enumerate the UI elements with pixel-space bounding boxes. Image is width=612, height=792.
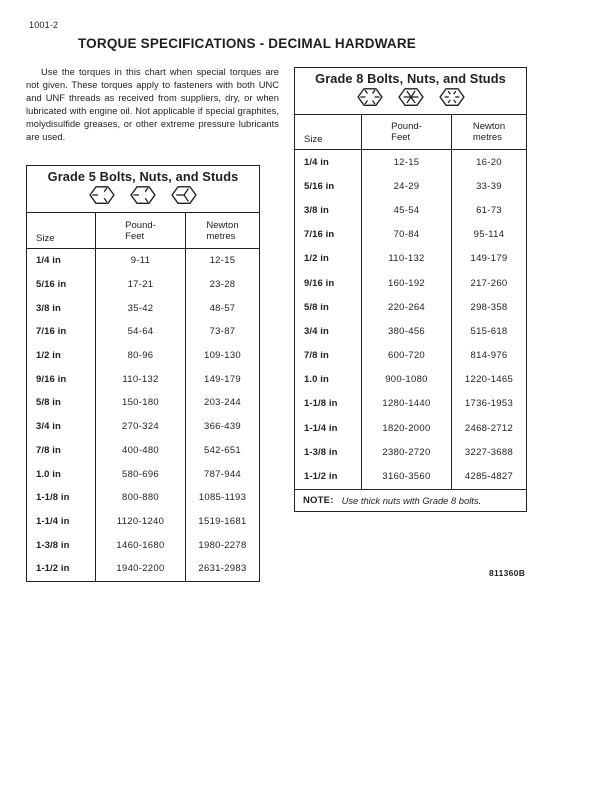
table-row [295, 223, 526, 247]
size-cell: 5/16 in [27, 273, 96, 297]
newton-metres-cell: 1736-1953 [464, 398, 514, 410]
hex-head-y-mark-icon [170, 184, 198, 206]
table-row [295, 174, 526, 198]
size-cell: 5/16 in [295, 174, 362, 198]
column-header-newton-metres: Newton metres [206, 219, 239, 242]
size-cell: 3/8 in [295, 198, 362, 222]
hex-head-6-dashes-icon [438, 86, 466, 108]
grade8-table-header [295, 68, 526, 115]
size-cell: 7/8 in [27, 439, 96, 463]
newton-metres-cell: 203-244 [204, 397, 241, 409]
grade8-table-title: Grade 8 Bolts, Nuts, and Studs [315, 71, 506, 86]
pound-feet-cell: 12-15 [362, 150, 452, 174]
hex-head-3-edge-marks-icon [129, 184, 157, 206]
table-row [295, 319, 526, 343]
size-cell: 1-3/8 in [27, 533, 96, 557]
newton-metres-cell: 73-87 [209, 326, 236, 338]
pound-feet-cell: 110-132 [96, 367, 186, 391]
grade8-torque-table [294, 67, 527, 512]
newton-metres-cell: 1220-1465 [464, 374, 514, 386]
pound-feet-cell: 270-324 [96, 415, 186, 439]
newton-metres-cell: 217-260 [470, 277, 508, 289]
size-cell: 1.0 in [27, 462, 96, 486]
grade8-column-headers [295, 115, 526, 150]
newton-metres-cell: 12-15 [209, 255, 236, 267]
table-row [295, 271, 526, 295]
pound-feet-cell: 1120-1240 [96, 510, 186, 534]
figure-reference: 811360B [489, 568, 526, 578]
table-row [295, 464, 526, 488]
pound-feet-cell: 600-720 [362, 344, 452, 368]
size-cell: 1-1/4 in [27, 510, 96, 534]
table-row [27, 367, 259, 391]
size-cell: 1/2 in [295, 247, 362, 271]
table-row [27, 533, 259, 557]
newton-metres-cell: 3227-3688 [464, 446, 514, 458]
table-row [27, 557, 259, 581]
newton-metres-cell: 149-179 [204, 373, 241, 385]
table-row [295, 416, 526, 440]
table-row [27, 510, 259, 534]
size-cell: 1/4 in [27, 249, 96, 273]
size-cell: 1-3/8 in [295, 440, 362, 464]
pound-feet-cell: 380-456 [362, 319, 452, 343]
newton-metres-cell: 1519-1681 [198, 515, 247, 527]
table-row [295, 392, 526, 416]
newton-metres-cell: 515-618 [470, 325, 508, 337]
newton-metres-cell: 4285-4827 [464, 471, 514, 483]
newton-metres-cell: 16-20 [476, 156, 502, 168]
table-row [295, 150, 526, 174]
pound-feet-cell: 1280-1440 [362, 392, 452, 416]
page-number: 1001-2 [29, 20, 59, 30]
table-row [27, 462, 259, 486]
table-row [27, 344, 259, 368]
newton-metres-cell: 95-114 [473, 229, 505, 241]
newton-metres-cell: 814-976 [470, 350, 508, 362]
size-cell: 1-1/8 in [27, 486, 96, 510]
size-cell: 3/4 in [27, 415, 96, 439]
table-row [27, 486, 259, 510]
size-cell: 1/4 in [295, 150, 362, 174]
pound-feet-cell: 70-84 [362, 223, 452, 247]
grade5-torque-table [26, 165, 260, 582]
size-cell: 1-1/2 in [295, 464, 362, 488]
pound-feet-cell: 2380-2720 [362, 440, 452, 464]
newton-metres-cell: 542-651 [204, 444, 241, 456]
newton-metres-cell: 149-179 [470, 253, 508, 265]
table-row [295, 198, 526, 222]
size-cell: 1.0 in [295, 368, 362, 392]
newton-metres-cell: 48-57 [209, 302, 236, 314]
pound-feet-cell: 150-180 [96, 391, 186, 415]
size-cell: 7/8 in [295, 344, 362, 368]
pound-feet-cell: 80-96 [96, 344, 186, 368]
newton-metres-cell: 2468-2712 [464, 422, 514, 434]
grade5-table-header [27, 166, 259, 213]
size-cell: 9/16 in [27, 367, 96, 391]
column-header-size: Size [295, 115, 362, 149]
table-row [295, 368, 526, 392]
size-cell: 3/4 in [295, 319, 362, 343]
table-row [27, 439, 259, 463]
pound-feet-cell: 9-11 [96, 249, 186, 273]
column-header-pound-feet: Pound- Feet [362, 115, 452, 149]
newton-metres-cell: 298-358 [470, 301, 508, 313]
column-header-size: Size [27, 213, 96, 248]
pound-feet-cell: 45-54 [362, 198, 452, 222]
size-cell: 1-1/8 in [295, 392, 362, 416]
intro-paragraph: Use the torques in this chart when special torques are not given. These torques apply to fasteners with both UNC and UNF threads as received from suppliers, dry, or when lubricated with engine oil. Not applicable if special graphites, molydisulfide greases, or other extreme pressure lubricants are used. [26, 67, 279, 142]
size-cell: 5/8 in [27, 391, 96, 415]
newton-metres-cell: 1980-2278 [198, 539, 247, 551]
grade8-note-row [295, 489, 526, 512]
size-cell: 9/16 in [295, 271, 362, 295]
grade5-bolt-head-icons [27, 184, 259, 206]
pound-feet-cell: 580-696 [96, 462, 186, 486]
pound-feet-cell: 24-29 [362, 174, 452, 198]
table-row [27, 415, 259, 439]
pound-feet-cell: 1460-1680 [96, 533, 186, 557]
table-row [27, 391, 259, 415]
pound-feet-cell: 400-480 [96, 439, 186, 463]
table-row [295, 295, 526, 319]
newton-metres-cell: 23-28 [209, 279, 236, 291]
newton-metres-cell: 1085-1193 [198, 492, 247, 504]
grade5-rows [27, 249, 259, 581]
size-cell: 7/16 in [295, 223, 362, 247]
page-title: TORQUE SPECIFICATIONS - DECIMAL HARDWARE [77, 36, 416, 51]
hex-head-asterisk-mark-icon [397, 86, 425, 108]
hex-head-3-edge-marks-icon [88, 184, 116, 206]
grade8-bolt-head-icons [295, 86, 526, 108]
newton-metres-cell: 61-73 [476, 204, 502, 216]
pound-feet-cell: 35-42 [96, 296, 186, 320]
grade5-table-title: Grade 5 Bolts, Nuts, and Studs [47, 169, 239, 184]
table-row [295, 247, 526, 271]
newton-metres-cell: 366-439 [204, 421, 241, 433]
pound-feet-cell: 220-264 [362, 295, 452, 319]
pound-feet-cell: 54-64 [96, 320, 186, 344]
column-header-pound-feet: Pound- Feet [96, 213, 186, 248]
table-row [27, 249, 259, 273]
size-cell: 5/8 in [295, 295, 362, 319]
size-cell: 1-1/2 in [27, 557, 96, 581]
pound-feet-cell: 17-21 [96, 273, 186, 297]
pound-feet-cell: 800-880 [96, 486, 186, 510]
pound-feet-cell: 1820-2000 [362, 416, 452, 440]
newton-metres-cell: 2631-2983 [198, 563, 247, 575]
size-cell: 3/8 in [27, 296, 96, 320]
grade8-rows [295, 150, 526, 489]
table-row [295, 344, 526, 368]
size-cell: 7/16 in [27, 320, 96, 344]
table-row [27, 296, 259, 320]
column-header-newton-metres: Newton metres [472, 121, 506, 143]
pound-feet-cell: 900-1080 [362, 368, 452, 392]
size-cell: 1-1/4 in [295, 416, 362, 440]
newton-metres-cell: 33-39 [476, 180, 502, 192]
note-label: NOTE: [303, 494, 334, 506]
newton-metres-cell: 109-130 [204, 350, 241, 362]
pound-feet-cell: 3160-3560 [362, 464, 452, 488]
table-row [295, 440, 526, 464]
newton-metres-cell: 787-944 [204, 468, 241, 480]
hex-head-6-edge-marks-icon [356, 86, 384, 108]
grade5-column-headers [27, 213, 259, 249]
pound-feet-cell: 110-132 [362, 247, 452, 271]
table-row [27, 320, 259, 344]
size-cell: 1/2 in [27, 344, 96, 368]
pound-feet-cell: 160-192 [362, 271, 452, 295]
table-row [27, 273, 259, 297]
note-text: Use thick nuts with Grade 8 bolts. [341, 494, 482, 506]
pound-feet-cell: 1940-2200 [96, 557, 186, 581]
